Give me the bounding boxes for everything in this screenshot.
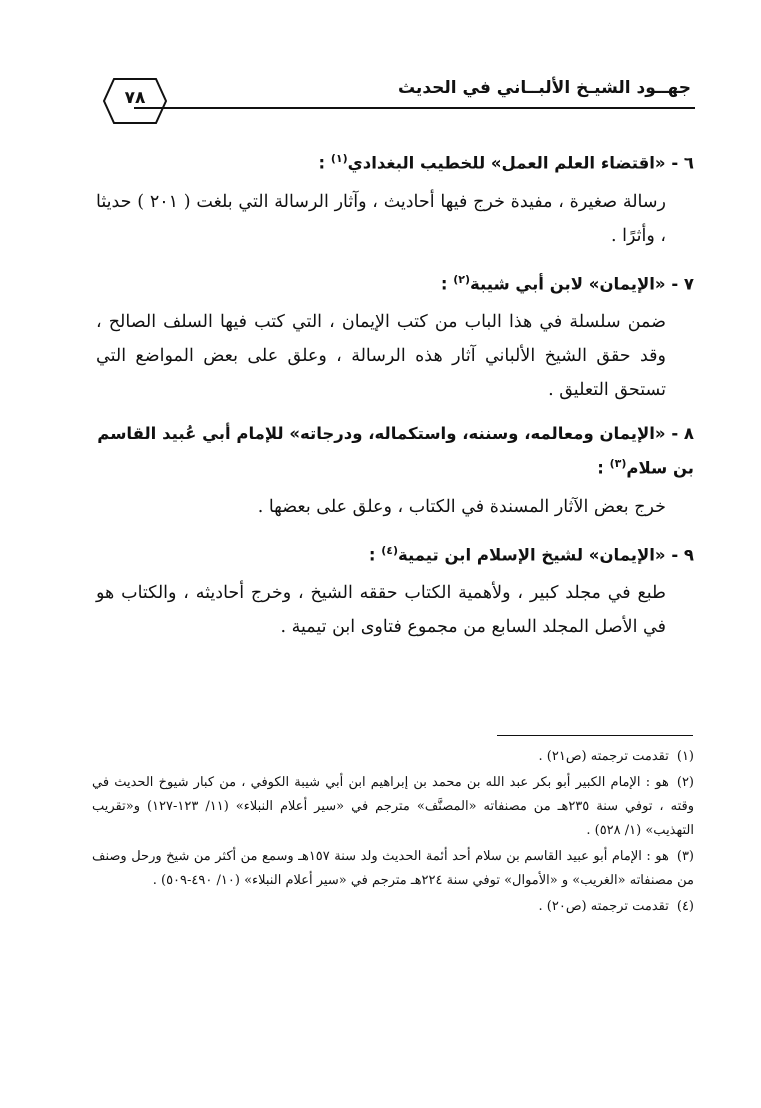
footnote-separator xyxy=(497,735,693,736)
item-paragraph: رسالة صغيرة ، مفيدة خرج فيها أحاديث ، وآثار الرسالة التي بلغت ( ٢٠١ ) حديثا ، وأثرًا . xyxy=(96,191,666,246)
footnote-ref: (٢) xyxy=(453,272,470,286)
item-paragraph: خرج بعض الآثار المسندة في الكتاب ، وعلق على بعضها . xyxy=(257,496,666,517)
footnote-4: (٤)تقدمت ترجمته (ص٢٠) . xyxy=(538,899,694,914)
item-heading: ٦ - «اقتضاء العلم العمل» للخطيب البغدادي$^{(١)}$ : xyxy=(318,152,694,173)
item-paragraph: ضمن سلسلة في هذا الباب من كتب الإيمان ، التي كتب فيها السلف الصالح ، وقد حقق الشيخ الألباني آثار هذه الرسالة ، وعلق على بعض المواضع التي تستحق التعليق . xyxy=(96,312,666,400)
footnote-ref: (٣) xyxy=(609,457,627,470)
footnotes xyxy=(92,745,694,921)
item-9 xyxy=(96,536,694,645)
item-6 xyxy=(96,144,694,253)
running-header xyxy=(90,66,695,128)
main-text xyxy=(96,144,694,644)
footnote-2: (٢)هو : الإمام الكبير أبو بكر عبد الله بن محمد بن إبراهيم ابن أبي شيبة الكوفي ، من كبار شيوخ الحديث في وقته ، توفي سنة ٢٣٥هـ من مصنفاته «المصنَّف» مترجم في «سير أعلام النبلاء» (١١/ ١٢٣-١٢٧) و«تقريب التهذيب» (١/ ٥٢٨) . xyxy=(92,775,695,838)
item-heading: ٩ - «الإيمان» لشيخ الإسلام ابن تيمية$^{(٤)}$ : xyxy=(368,543,694,564)
page-number: ٧٨ xyxy=(124,88,146,108)
footnote-ref: (٤) xyxy=(381,543,398,557)
footnote-1: (١)تقدمت ترجمته (ص٢١) . xyxy=(538,749,694,764)
item-heading: ٨ - «الإيمان ومعالمه، وسننه، واستكماله، ودرجاته» للإمام أبي عُبيد القاسم بن سلام$^{(٣)}$ : xyxy=(97,424,694,478)
footnote-ref: (١) xyxy=(330,152,348,165)
footnote-3: (٣)هو : الإمام أبو عبيد القاسم بن سلام أحد أئمة الحديث ولد سنة ١٥٧هـ وسمع من أكثر من شيخ ورحل وصنف من مصنفاته «الغريب» و «الأموال» توفي سنة ٢٢٤هـ مترجم في «سير أعلام النبلاء» (١٠/ ٤٩٠-٥٠٩) . xyxy=(92,849,694,888)
item-8 xyxy=(96,419,694,524)
header-rule xyxy=(134,107,695,109)
item-7 xyxy=(96,265,694,408)
header-title: جهــود الشيـخ الألبــاني في الحديث xyxy=(397,78,691,98)
item-paragraph: طبع في مجلد كبير ، ولأهمية الكتاب حققه الشيخ ، وخرج أحاديثه ، والكتاب هو في الأصل المجلد السابع من مجموع فتاوى ابن تيمية . xyxy=(96,583,666,637)
item-heading: ٧ - «الإيمان» لابن أبي شيبة$^{(٢)}$ : xyxy=(440,272,694,293)
page-number-badge xyxy=(102,76,168,126)
